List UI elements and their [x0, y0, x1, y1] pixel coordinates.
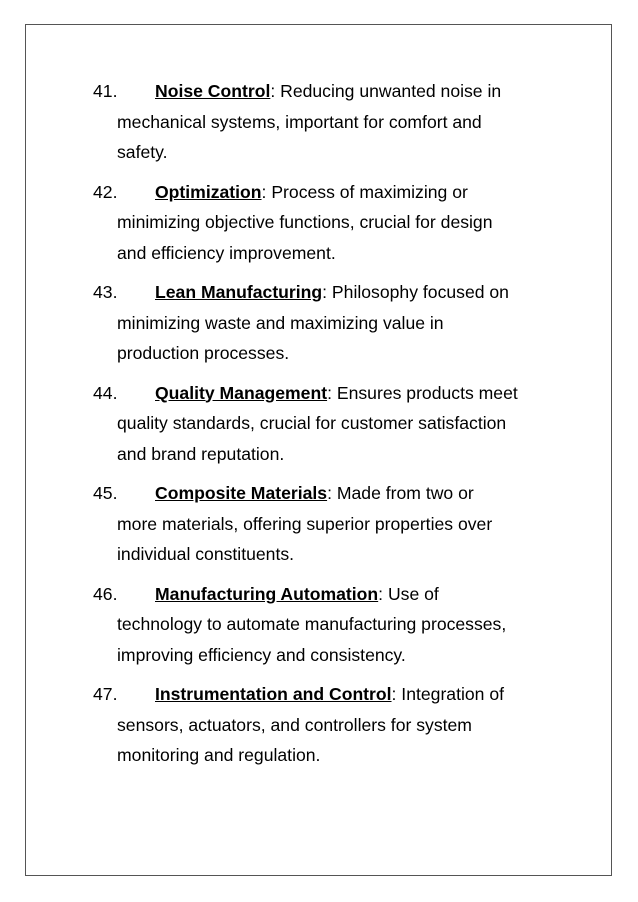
item-text: minimizing waste and maximizing value in — [117, 312, 444, 333]
item-term: Quality Management — [155, 382, 328, 403]
item-text: individual constituents. — [117, 544, 295, 564]
item-text: minimizing objective functions, crucial for design — [117, 212, 493, 232]
item-text: : Philosophy focused on — [322, 282, 509, 302]
item-text: safety. — [117, 142, 168, 162]
item-text: sensors, actuators, and controllers for system — [117, 714, 472, 735]
item-text: and brand reputation. — [117, 443, 285, 464]
item-term: Composite Materials — [155, 483, 328, 503]
item-text: and efficiency improvement. — [117, 242, 336, 263]
item-number: 42. — [93, 181, 118, 202]
item-text: technology to automate manufacturing processes, — [117, 614, 507, 634]
list-item — [93, 579, 563, 671]
item-term: Optimization — [155, 181, 262, 202]
item-text: : Reducing unwanted noise in — [270, 81, 502, 101]
item-text: : Process of maximizing or — [261, 181, 468, 202]
item-text: : Integration of — [391, 684, 505, 704]
item-number: 41. — [93, 81, 118, 101]
item-text: : Made from two or — [327, 483, 474, 503]
item-number: 43. — [93, 282, 118, 302]
item-term: Lean Manufacturing — [155, 282, 323, 302]
item-term: Instrumentation and Control — [155, 684, 392, 704]
item-text: mechanical systems, important for comfort and — [117, 111, 482, 132]
item-text: quality standards, crucial for customer satisfaction — [117, 413, 507, 433]
item-number: 47. — [93, 684, 118, 704]
item-text: monitoring and regulation. — [117, 745, 321, 765]
list-item — [93, 478, 563, 570]
item-number: 44. — [93, 382, 118, 403]
item-term: Manufacturing Automation — [155, 583, 379, 604]
item-text: : Ensures products meet — [327, 382, 518, 403]
glossary-list — [93, 76, 563, 780]
item-text: production processes. — [117, 343, 290, 363]
item-text: improving efficiency and consistency. — [117, 644, 406, 665]
list-item — [93, 679, 563, 771]
item-term: Noise Control — [155, 81, 271, 101]
list-item — [93, 277, 563, 369]
item-text: : Use of — [378, 583, 439, 604]
list-item — [93, 76, 563, 168]
list-item — [93, 177, 563, 269]
list-item — [93, 378, 563, 470]
item-number: 46. — [93, 583, 118, 604]
item-text: more materials, offering superior properties over — [117, 513, 493, 534]
item-number: 45. — [93, 483, 118, 503]
